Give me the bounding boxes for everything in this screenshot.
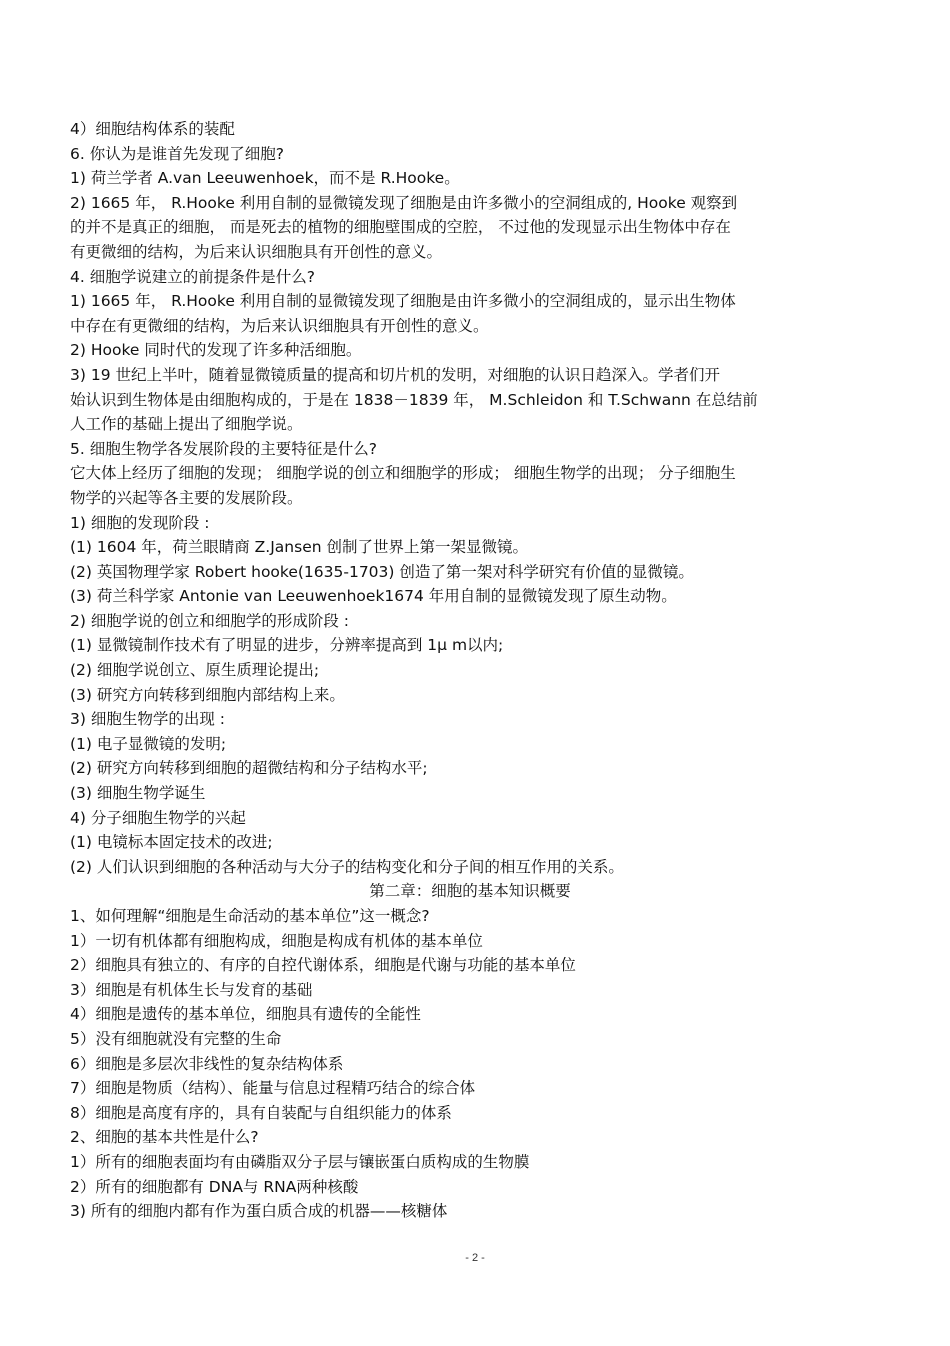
text-line: 中存在有更微细的结构，为后来认识细胞具有开创性的意义。 — [70, 316, 489, 335]
text-line: 2、细胞的基本共性是什么? — [70, 1128, 259, 1147]
text-line: 2) 细胞学说的创立和细胞学的形成阶段 : — [70, 611, 349, 630]
text-line: 1) 细胞的发现阶段 : — [70, 513, 210, 532]
text-line: 物学的兴起等各主要的发展阶段。 — [70, 488, 303, 507]
text-line: 4）细胞结构体系的装配 — [70, 120, 235, 138]
text-line: (3) 研究方向转移到细胞内部结构上来。 — [70, 685, 345, 704]
chapter-heading: 第二章：细胞的基本知识概要 — [369, 882, 571, 901]
text-line: 5. 细胞生物学各发展阶段的主要特征是什么? — [70, 439, 377, 458]
text-line: 1) 荷兰学者 A.van Leeuwenhoek，而不是 R.Hooke。 — [70, 169, 460, 188]
text-line: 7）细胞是物质（结构）、能量与信息过程精巧结合的综合体 — [70, 1079, 476, 1098]
page-number: - 2 - — [465, 1252, 485, 1264]
text-line: (1) 电子显微镜的发明; — [70, 734, 227, 753]
text-line: 4. 细胞学说建立的前提条件是什么? — [70, 267, 315, 286]
text-line: (2) 研究方向转移到细胞的超微结构和分子结构水平; — [70, 759, 428, 778]
text-line: 有更微细的结构，为后来认识细胞具有开创性的意义。 — [70, 242, 443, 261]
text-line: 3) 细胞生物学的出现 : — [70, 710, 225, 729]
text-line: 2) 1665 年， R.Hooke 利用自制的显微镜发现了细胞是由许多微小的空洞组成的, Hooke 观察到 — [70, 193, 738, 212]
text-line: 始认识到生物体是由细胞构成的，于是在 1838－1839 年， M.Schleidon 和 T.Schwann 在总结前 — [70, 390, 758, 409]
text-line: 3) 19 世纪上半叶，随着显微镜质量的提高和切片机的发明，对细胞的认识日趋深入。学者们开 — [70, 365, 720, 384]
text-line: 8）细胞是高度有序的，具有自装配与自组织能力的体系 — [70, 1103, 452, 1122]
text-line: 1）所有的细胞表面均有由磷脂双分子层与镶嵌蛋白质构成的生物膜 — [70, 1152, 530, 1171]
text-line: 1）一切有机体都有细胞构成，细胞是构成有机体的基本单位 — [70, 931, 483, 950]
text-line: 人工作的基础上提出了细胞学说。 — [70, 415, 303, 434]
text-line: (2) 细胞学说创立、原生质理论提出; — [70, 661, 320, 680]
text-line: 3）细胞是有机体生长与发育的基础 — [70, 980, 313, 999]
text-line: 4) 分子细胞生物学的兴起 — [70, 808, 246, 827]
text-line: (1) 电镜标本固定技术的改进; — [70, 833, 273, 852]
text-line: 5）没有细胞就没有完整的生命 — [70, 1029, 282, 1048]
document-body — [70, 117, 870, 1224]
text-line: (2) 人们认识到细胞的各种活动与大分子的结构变化和分子间的相互作用的关系。 — [70, 857, 624, 876]
text-line: (1) 显微镜制作技术有了明显的进步，分辨率提高到 1μ m以内; — [70, 636, 504, 655]
text-line: (2) 英国物理学家 Robert hooke(1635-1703) 创造了第一架对科学研究有价值的显微镜。 — [70, 562, 694, 581]
text-line: 1、如何理解“细胞是生命活动的基本单位”这一概念? — [70, 907, 430, 925]
text-line: (1) 1604 年，荷兰眼睛商 Z.Jansen 创制了世界上第一架显微镜。 — [70, 538, 528, 557]
text-line: 它大体上经历了细胞的发现； 细胞学说的创立和细胞学的形成； 细胞生物学的出现； 分子细胞生 — [70, 464, 736, 483]
text-line: 6. 你认为是谁首先发现了细胞? — [70, 144, 284, 163]
text-line: 的并不是真正的细胞， 而是死去的植物的细胞壁围成的空腔， 不过他的发现显示出生物体中存在 — [70, 218, 731, 237]
text-line: (3) 细胞生物学诞生 — [70, 784, 206, 803]
text-line: 2）细胞具有独立的、有序的自控代谢体系，细胞是代谢与功能的基本单位 — [70, 956, 576, 975]
text-line: 2）所有的细胞都有 DNA与 RNA两种核酸 — [70, 1177, 359, 1196]
text-line: (3) 荷兰科学家 Antonie van Leeuwenhoek1674 年用自制的显微镜发现了原生动物。 — [70, 587, 677, 606]
text-line: 3) 所有的细胞内都有作为蛋白质合成的机器——核糖体 — [70, 1202, 448, 1221]
text-line: 1) 1665 年， R.Hooke 利用自制的显微镜发现了细胞是由许多微小的空洞组成的，显示出生物体 — [70, 292, 736, 311]
text-line: 4）细胞是遗传的基本单位，细胞具有遗传的全能性 — [70, 1005, 421, 1024]
text-line: 2) Hooke 同时代的发现了许多种活细胞。 — [70, 341, 362, 360]
text-line: 6）细胞是多层次非线性的复杂结构体系 — [70, 1054, 344, 1073]
